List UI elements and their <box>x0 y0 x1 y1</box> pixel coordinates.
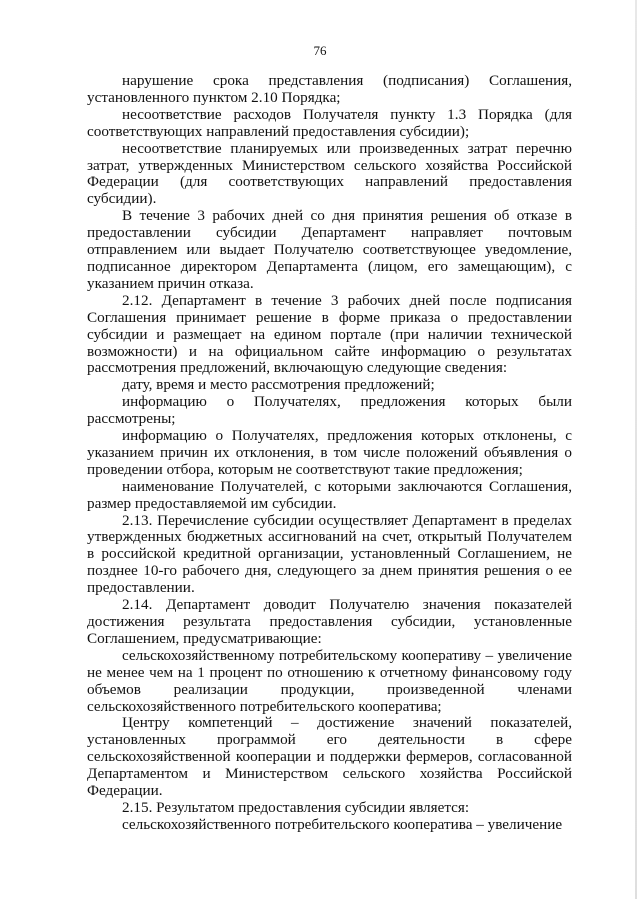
paragraph-2-13: 2.13. Перечисление субсидии осуществляет Департамент в пределах утвержденных бюджетных ассигнований на счет, открытый Получателем в российской кредитной организации, установленный Соглашением, не позднее 10-го рабочего дня, следующего за днем принятия решения о ее предоставлении. <box>87 511 572 597</box>
paragraph-2-14: 2.14. Департамент доводит Получателю значения показателей достижения результата предоставления субсидии, установленные Соглашением, предусматривающие: <box>87 596 572 647</box>
paragraph-rejected-recipients: информацию о Получателях, предложения которых отклонены, с указанием причин их отклонения, в том числе положений объявления о проведении отбора, которым не соответствуют такие предложения; <box>87 427 572 478</box>
paragraph-cost-list-mismatch: несоответствие планируемых или произведенных затрат перечню затрат, утвержденных Министерством сельского хозяйства Российской Федерации (для соответствующих направлений предоставления субсидии). <box>87 139 572 208</box>
page-number: 76 <box>313 43 327 58</box>
paragraph-competence-center: Центру компетенций – достижение значений показателей, установленных программой его деятельности в сфере сельскохозяйственной кооперации и поддержки фермеров, согласованной Департаментом и Министерством сельского хозяйства Российской Федерации. <box>87 714 572 800</box>
paragraph-cooperative-indicator: сельскохозяйственному потребительскому кооперативу – увеличение не менее чем на 1 процент по отношению к отчетному финансовому году объемов реализации продукции, произведенной членами сельскохозяйственного потребительского кооператива; <box>87 646 572 715</box>
paragraph-recipient-names: наименование Получателей, с которыми заключаются Соглашения, размер предоставляемой им субсидии. <box>87 477 572 512</box>
document-body <box>87 73 572 834</box>
paragraph-violation-deadline: нарушение срока представления (подписания) Соглашения, установленного пунктом 2.10 Порядка; <box>87 72 572 106</box>
page-edge-shadow <box>635 0 637 899</box>
paragraph-cooperative-result: сельскохозяйственного потребительского кооператива – увеличение <box>122 815 563 833</box>
paragraph-date-time-place: дату, время и место рассмотрения предложений; <box>122 376 435 394</box>
paragraph-2-12: 2.12. Департамент в течение 3 рабочих дней после подписания Соглашения принимает решение в форме приказа о предоставлении субсидии и размещает на едином портале (при наличии технической возможности) и на официальном сайте информацию о результатах рассмотрения предложений, включающую следующие сведения: <box>87 291 572 377</box>
paragraph-2-15: 2.15. Результатом предоставления субсидии является: <box>122 798 470 816</box>
paragraph-reviewed-recipients: информацию о Получателях, предложения которых были рассмотрены; <box>87 393 572 428</box>
paragraph-expense-mismatch: несоответствие расходов Получателя пункту 1.3 Порядка (для соответствующих направлений предоставления субсидии); <box>87 105 572 140</box>
paragraph-refusal-notice: В течение 3 рабочих дней со дня принятия решения об отказе в предоставлении субсидии Департамент направляет почтовым отправлением или выдает Получателю соответствующее уведомление, подписанное директором Департамента (лицом, его замещающим), с указанием причин отказа. <box>87 207 572 292</box>
